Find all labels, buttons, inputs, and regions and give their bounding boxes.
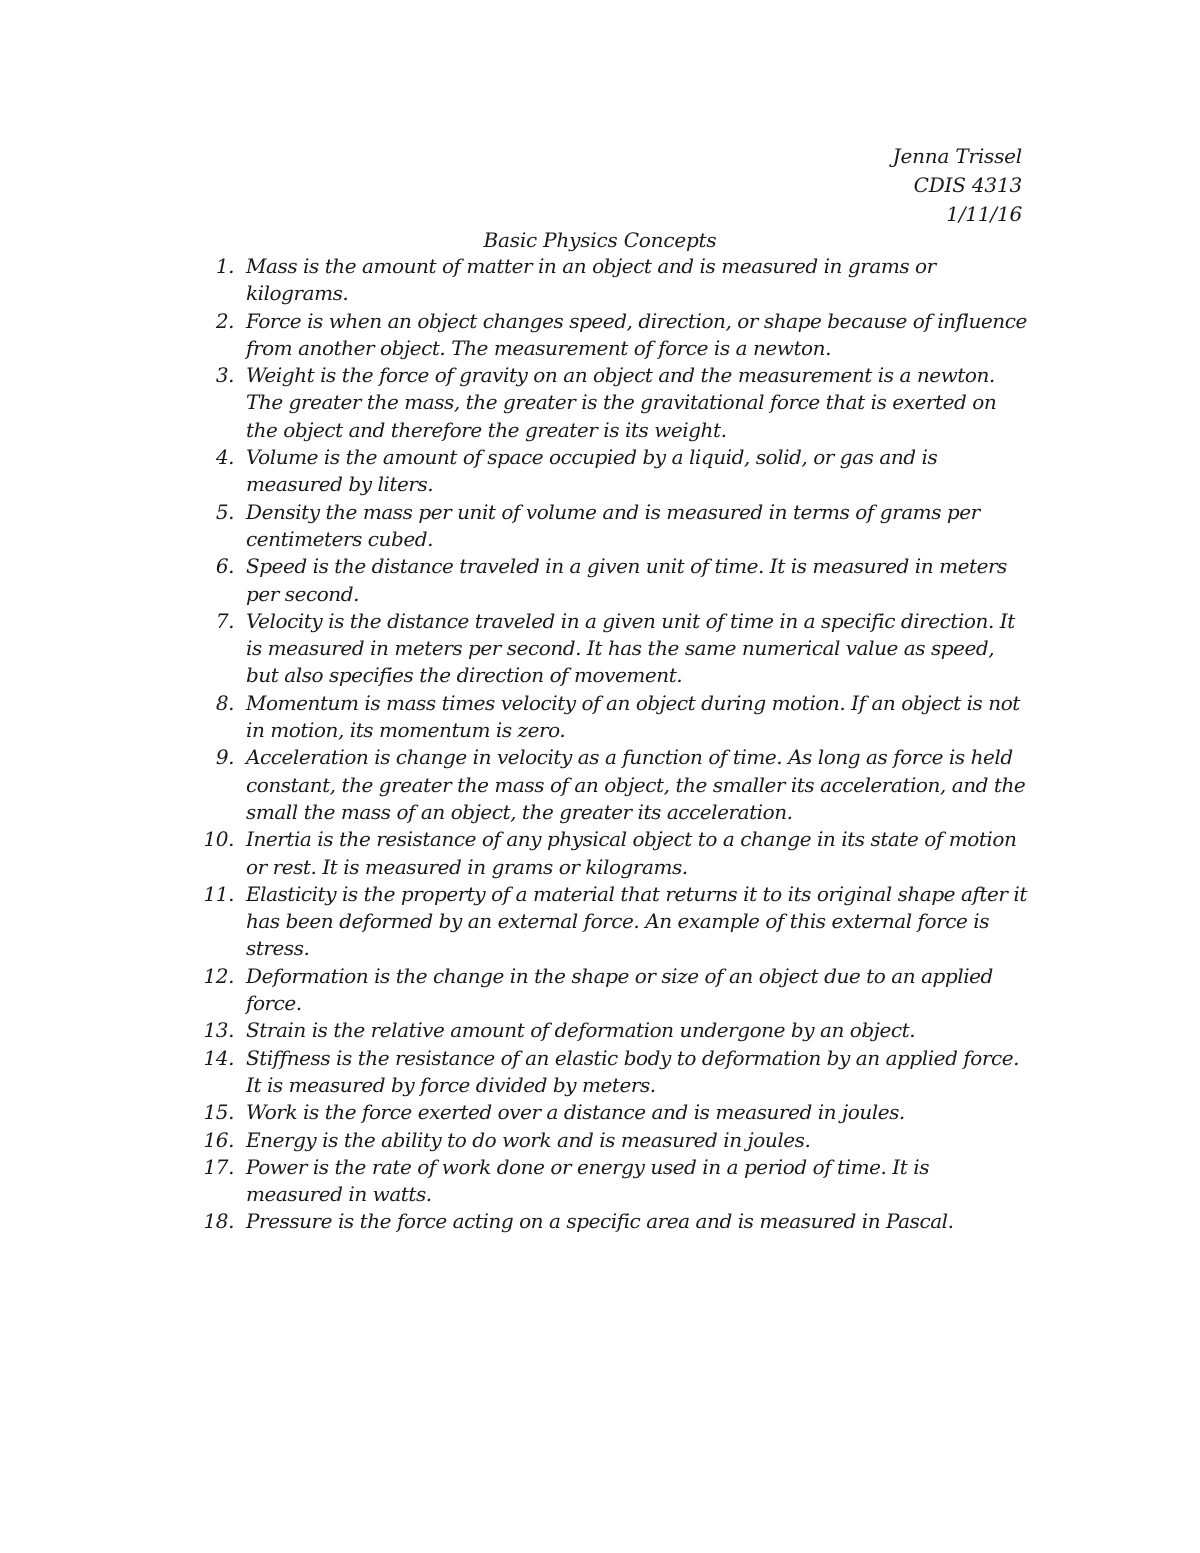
item-text: Elasticity is the property of a material that returns it to its original shape after it has been deformed by an external force. An example of this external force is stress. — [246, 881, 1027, 961]
item-number: 6. — [215, 554, 234, 579]
list-item — [180, 362, 1040, 444]
item-number: 3. — [215, 363, 234, 388]
list-item — [180, 1208, 1040, 1235]
item-text: Mass is the amount of matter in an object and is measured in grams or kilograms. — [246, 254, 936, 306]
list-item — [180, 1154, 1040, 1209]
document-title: Basic Physics Concepts — [483, 228, 717, 252]
item-text: Velocity is the distance traveled in a given unit of time in a specific direction. It is measured in meters per second. It has the same numerical value as speed, but also specifies the direction of movement. — [246, 608, 1015, 688]
item-text: Strain is the relative amount of deformation undergone by an object. — [246, 1018, 916, 1043]
item-number: 1. — [215, 254, 234, 278]
item-number: 9. — [215, 745, 234, 770]
item-number: 8. — [215, 690, 234, 715]
list-item — [180, 1045, 1040, 1100]
item-text: Pressure is the force acting on a specific area and is measured in Pascal. — [246, 1209, 954, 1234]
item-text: Speed is the distance traveled in a given unit of time. It is measured in meters per second. — [246, 554, 1007, 606]
item-text: Inertia is the resistance of any physical object to a change in its state of motion or rest. It is measured in grams or kilograms. — [246, 827, 1017, 879]
item-number: 7. — [215, 608, 234, 633]
item-number: 18. — [203, 1209, 234, 1234]
item-number: 5. — [215, 499, 234, 524]
list-item — [180, 253, 1040, 308]
item-text: Force is when an object changes speed, direction, or shape because of influence from another object. The measurement of force is a newton. — [246, 308, 1027, 360]
list-item — [180, 308, 1040, 363]
item-number: 14. — [203, 1045, 234, 1070]
list-item — [180, 608, 1040, 690]
list-item — [180, 963, 1040, 1018]
item-text: Stiffness is the resistance of an elastic body to deformation by an applied force. It is measured by force divided by meters. — [246, 1045, 1020, 1097]
list-item — [180, 444, 1040, 499]
course-code: CDIS 4313 — [913, 173, 1022, 197]
item-text: Work is the force exerted over a distance and is measured in joules. — [246, 1100, 905, 1125]
list-item — [180, 1127, 1040, 1154]
item-text: Deformation is the change in the shape or size of an object due to an applied force. — [246, 963, 993, 1016]
item-text: Momentum is mass times velocity of an object during motion. If an object is not in motion, its momentum is zero. — [246, 690, 1020, 743]
item-number: 16. — [203, 1127, 234, 1152]
list-item — [180, 826, 1040, 881]
item-text: Acceleration is change in velocity as a function of time. As long as force is held constant, the greater the mass of an object, the smaller its acceleration, and the small the mass of an object, the greater its acceleration. — [246, 745, 1026, 824]
item-number: 15. — [203, 1100, 234, 1125]
item-text: Energy is the ability to do work and is measured in joules. — [246, 1127, 811, 1152]
item-number: 2. — [215, 308, 234, 333]
list-item — [180, 1017, 1040, 1044]
item-text: Volume is the amount of space occupied by a liquid, solid, or gas and is measured by liters. — [246, 445, 938, 497]
document-date: 1/11/16 — [946, 202, 1022, 226]
list-item — [180, 744, 1040, 826]
list-item — [180, 1099, 1040, 1126]
item-number: 11. — [203, 881, 234, 906]
list-item — [180, 499, 1040, 554]
list-item — [180, 881, 1040, 963]
author-name: Jenna Trissel — [892, 144, 1022, 168]
item-number: 12. — [203, 963, 234, 988]
item-number: 10. — [203, 827, 234, 852]
item-number: 13. — [203, 1018, 234, 1043]
item-text: Weight is the force of gravity on an object and the measurement is a newton. The greater the mass, the greater is the gravitational force that is exerted on the object and therefore the greater is its weight. — [246, 363, 997, 442]
item-text: Power is the rate of work done or energy used in a period of time. It is measured in watts. — [246, 1154, 930, 1207]
list-item — [180, 553, 1040, 608]
list-item — [180, 690, 1040, 745]
item-number: 4. — [215, 445, 234, 470]
document-header — [622, 142, 1022, 229]
item-text: Density the mass per unit of volume and is measured in terms of grams per centimeters cubed. — [246, 499, 980, 551]
concepts-list — [180, 253, 1040, 1236]
item-number: 17. — [203, 1154, 234, 1179]
